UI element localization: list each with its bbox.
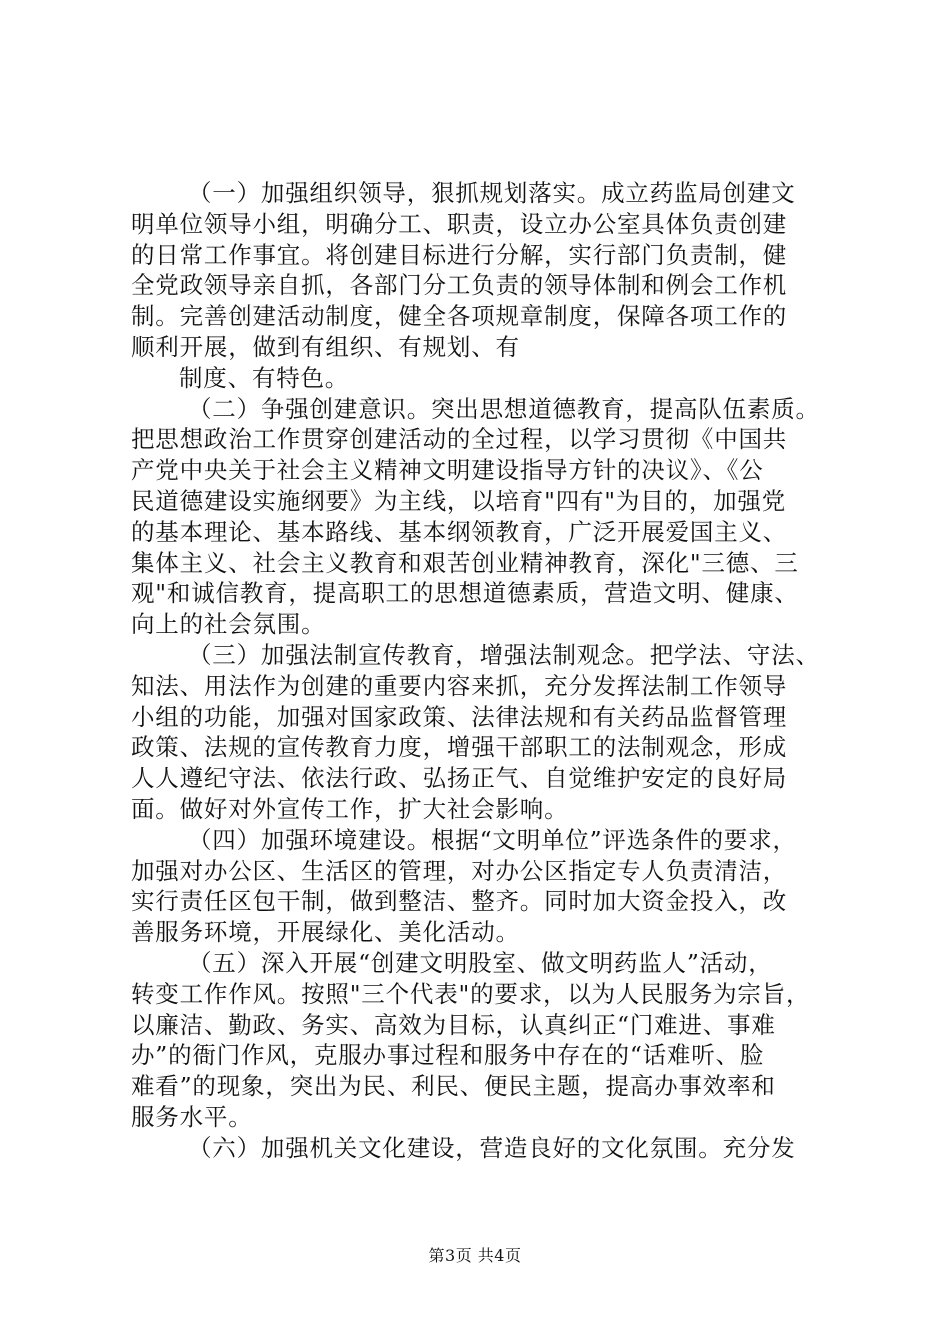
paragraph-5-line-6: 服务水平。: [131, 1102, 253, 1131]
paragraph-2-line-6: 集体主义、社会主义教育和艰苦创业精神教育，深化"三德、三: [131, 548, 799, 577]
paragraph-1-line-5: 制。完善创建活动制度，健全各项规章制度，保障各项工作的: [131, 302, 788, 331]
page-footer: 第3页 共4页: [428, 1246, 522, 1265]
paragraph-3-line-6: 面。做好对外宣传工作，扩大社会影响。: [131, 794, 569, 823]
paragraph-5-line-2: 转变工作作风。按照"三个代表"的要求，以为人民服务为宗旨，: [131, 979, 811, 1008]
paragraph-3-line-2: 知法、用法作为创建的重要内容来抓，充分发挥法制工作领导: [131, 671, 788, 700]
paragraph-2-line-5: 的基本理论、基本路线、基本纲领教育，广泛开展爱国主义、: [131, 517, 788, 546]
paragraph-3-line-4: 政策、法规的宣传教育力度，增强干部职工的法制观念，形成: [131, 733, 788, 762]
paragraph-1-line-6: 顺利开展，做到有组织、有规划、有: [131, 332, 520, 361]
paragraph-2-line-7: 观"和诚信教育，提高职工的思想道德素质，营造文明、健康、: [131, 579, 799, 608]
paragraph-5-line-4: 办”的衙门作风，克服办事过程和服务中存在的“话难听、脸: [131, 1041, 765, 1070]
paragraph-4-line-1: （四）加强环境建设。根据“文明单位”评选条件的要求，: [188, 825, 797, 854]
paragraph-1-line-1: （一）加强组织领导，狠抓规划落实。成立药监局创建文: [188, 179, 796, 207]
paragraph-2-line-1: （二）争强创建意识。突出思想道德教育，提高队伍素质。: [188, 394, 820, 423]
paragraph-1-line-2: 明单位领导小组，明确分工、职责，设立办公室具体负责创建: [131, 209, 788, 238]
paragraph-5-line-3: 以廉洁、勤政、务实、高效为目标，认真纠正“门难进、事难: [131, 1010, 776, 1039]
document-body: [131, 178, 831, 1164]
paragraph-5-line-1: （五）深入开展“创建文明股室、做文明药监人”活动，: [188, 948, 773, 977]
paragraph-3-line-3: 小组的功能，加强对国家政策、法律法规和有关药品监督管理: [131, 702, 788, 731]
paragraph-1-line-7: 制度、有特色。: [179, 363, 350, 392]
paragraph-4-line-4: 善服务环境，开展绿化、美化活动。: [131, 918, 520, 947]
paragraph-4-line-2: 加强对办公区、生活区的管理，对办公区指定专人负责清洁，: [131, 856, 788, 885]
paragraph-3-line-1: （三）加强法制宣传教育，增强法制观念。把学法、守法、: [188, 640, 820, 669]
paragraph-5-line-5: 难看”的现象，突出为民、利民、便民主题，提高办事效率和: [131, 1072, 776, 1101]
paragraph-4-line-3: 实行责任区包干制，做到整洁、整齐。同时加大资金投入，改: [131, 887, 788, 916]
paragraph-2-line-4: 民道德建设实施纲要》为主线，以培育"四有"为目的，加强党: [131, 486, 787, 515]
paragraph-3-line-5: 人人遵纪守法、依法行政、弘扬正气、自觉维护安定的良好局: [131, 764, 788, 793]
paragraph-2-line-8: 向上的社会氛围。: [131, 610, 326, 639]
paragraph-1-line-4: 全党政领导亲自抓，各部门分工负责的领导体制和例会工作机: [131, 271, 788, 300]
paragraph-6-line-1: （六）加强机关文化建设，营造良好的文化氛围。充分发: [188, 1133, 796, 1162]
paragraph-1-line-3: 的日常工作事宜。将创建目标进行分解，实行部门负责制，健: [131, 240, 788, 269]
paragraph-2-line-2: 把思想政治工作贯穿创建活动的全过程，以学习贯彻《中国共: [131, 425, 788, 454]
paragraph-2-line-3: 产党中央关于社会主义精神文明建设指导方针的决议》、《公: [131, 456, 764, 485]
